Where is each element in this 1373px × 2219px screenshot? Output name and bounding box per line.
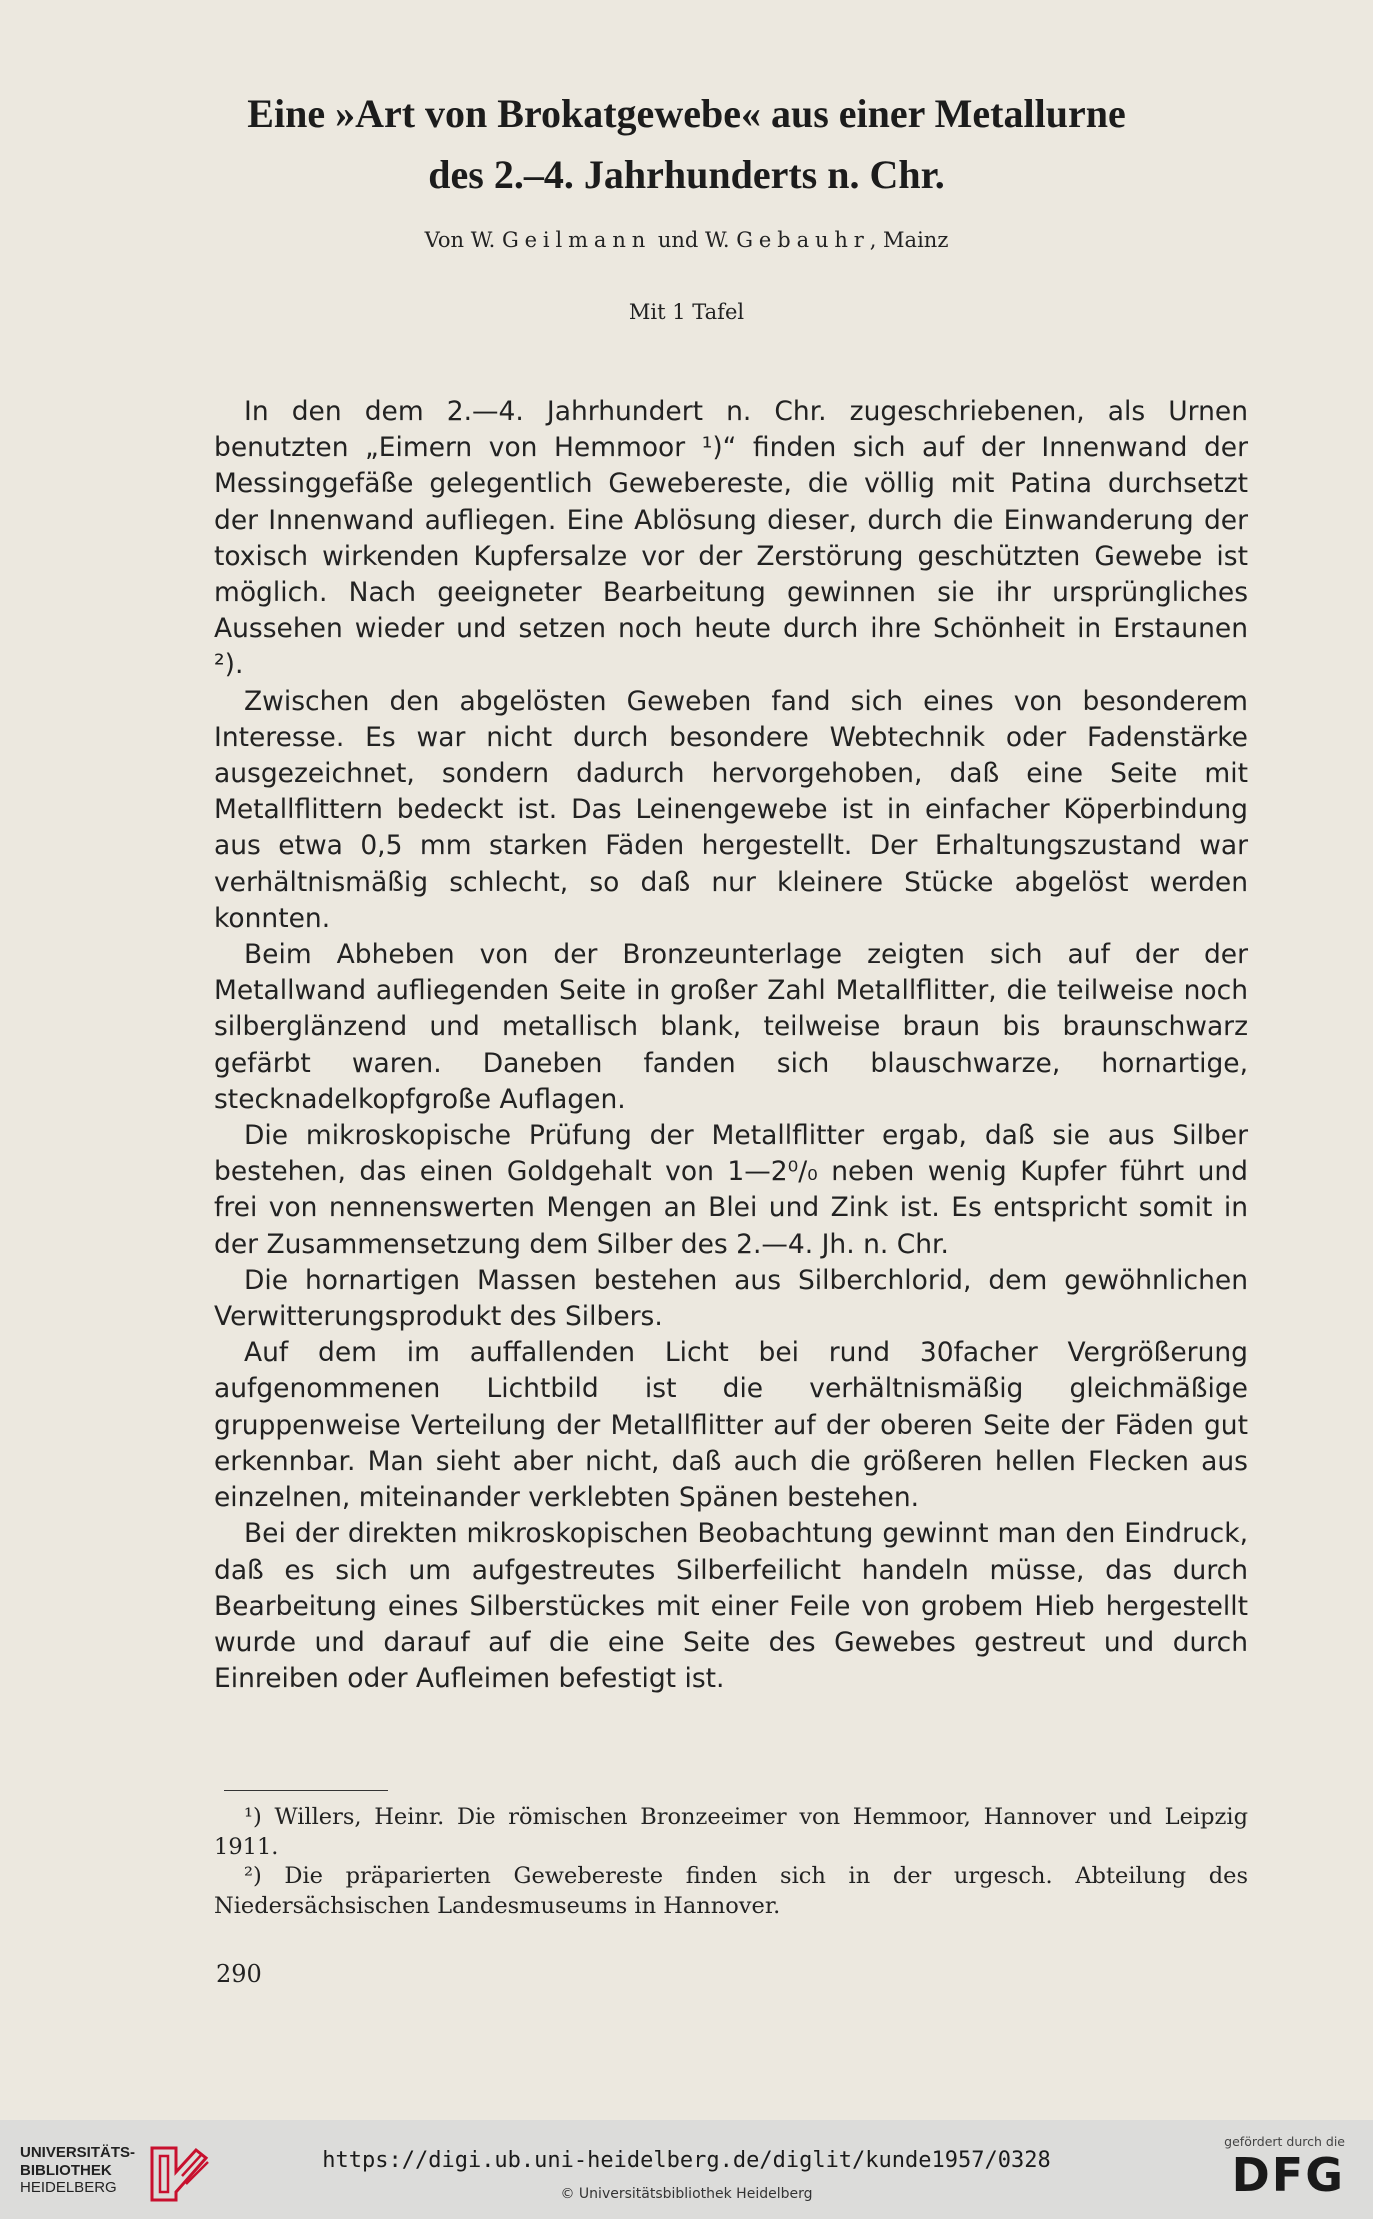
- plate-note: Mit 1 Tafel: [628, 300, 745, 324]
- author-1: Geilmann: [501, 228, 652, 252]
- article-title-line-1: Eine »Art von Brokatgewebe« aus einer Metallurne: [247, 91, 1126, 136]
- paragraph: Zwischen den abgelösten Geweben fand sich eines von besonderem Interesse. Es war nicht durch besondere Webtechnik oder Fadenstärke ausgezeichnet, sondern dadurch hervorgehoben, daß eine Seite mit Metallflittern bedeckt ist. Das Leinengewebe ist in einfacher Köperbindung aus etwa 0,5 mm starken Fäden hergestellt. Der Erhaltungszustand war verhältnismäßig schlecht, so daß nur kleinere Stücke abgelöst werden konnten.: [214, 685, 1248, 934]
- paragraph: Die hornartigen Massen bestehen aus Silberchlorid, dem gewöhnlichen Verwitterungsprodukt des Silbers.: [214, 1264, 1248, 1333]
- dfg-logo-text: DFG: [1231, 2148, 1345, 2202]
- byline-city: , Mainz: [869, 228, 949, 252]
- viewer-footer: [0, 2120, 1373, 2219]
- byline: [0, 230, 1373, 251]
- page-number: 290: [216, 1960, 262, 1988]
- byline-von: Von W.: [424, 228, 496, 252]
- footnote: ¹) Willers, Heinr. Die römischen Bronzeeimer von Hemmoor, Hannover und Leipzig 1911.: [214, 1804, 1248, 1860]
- paragraph: Auf dem im auffallenden Licht bei rund 30facher Vergrößerung aufgenommenen Lichtbild ist die verhältnismäßig gleichmäßige gruppenweise Verteilung der Metallflitter auf der oberen Seite der Fäden gut erkennbar. Man sieht aber nicht, daß auch die größeren hellen Flecken aus einzelnen, miteinander verklebten Spänen bestehen.: [214, 1337, 1248, 1514]
- document-url-link[interactable]: https://digi.ub.uni-heidelberg.de/diglit/kunde1957/0328: [322, 2148, 1051, 2173]
- footnote-divider: [224, 1790, 388, 1791]
- paragraph: In den dem 2.—4. Jahrhundert n. Chr. zugeschriebenen, als Urnen benutzten „Eimern von Hemmoor ¹)“ finden sich auf der Innenwand der Messinggefäße gelegentlich Gewebereste, die völlig mit Patina durchsetzt der Innenwand aufliegen. Eine Ablösung dieser, durch die Einwanderung der toxisch wirkenden Kupfersalze vor der Zerstörung geschützten Gewebe ist möglich. Nach geeigneter Bearbeitung gewinnen sie ihr ursprüngliches Aussehen wieder und setzen noch heute durch ihre Schönheit in Erstaunen ²).: [214, 396, 1248, 681]
- author-2: Gebauhr: [736, 228, 870, 252]
- paragraph: Beim Abheben von der Bronzeunterlage zeigten sich auf der der Metallwand aufliegenden Seite in großer Zahl Metallflitter, die teilweise noch silberglänzend und metallisch blank, teilweise braun bis braunschwarz gefärbt waren. Daneben fanden sich blauschwarze, hornartige, stecknadelkopfgroße Auflagen.: [214, 939, 1248, 1115]
- funder-note: gefördert durch die: [1224, 2134, 1345, 2149]
- article-title-line-2: des 2.–4. Jahrhunderts n. Chr.: [428, 152, 945, 197]
- article-body: [214, 394, 1248, 1697]
- footnote: ²) Die präparierten Gewebereste finden sich in der urgesch. Abteilung des Niedersächsischen Landesmuseums in Hannover.: [214, 1863, 1248, 1919]
- dfg-logo[interactable]: [1215, 2134, 1345, 2209]
- paragraph: Die mikroskopische Prüfung der Metallflitter ergab, daß sie aus Silber bestehen, das einen Goldgehalt von 1—2⁰/₀ neben wenig Kupfer führt und frei von nennenswerten Mengen an Blei und Zink ist. Es entspricht somit in der Zusammensetzung dem Silber des 2.—4. Jh. n. Chr.: [214, 1120, 1248, 1260]
- paragraph: Bei der direkten mikroskopischen Beobachtung gewinnt man den Eindruck, daß es sich um aufgestreutes Silberfeilicht handeln müsse, das durch Bearbeitung eines Silberstückes mit einer Feile von grobem Hieb hergestellt wurde und darauf auf die eine Seite des Gewebes gestreut und durch Einreiben oder Aufleimen befestigt ist.: [214, 1518, 1248, 1695]
- copyright-notice: © Universitätsbibliothek Heidelberg: [560, 2186, 813, 2202]
- footnotes: [214, 1803, 1248, 1921]
- byline-und: und W.: [657, 228, 730, 252]
- library-name: UNIVERSITÄTS- BIBLIOTHEK HEIDELBERG: [20, 2144, 136, 2196]
